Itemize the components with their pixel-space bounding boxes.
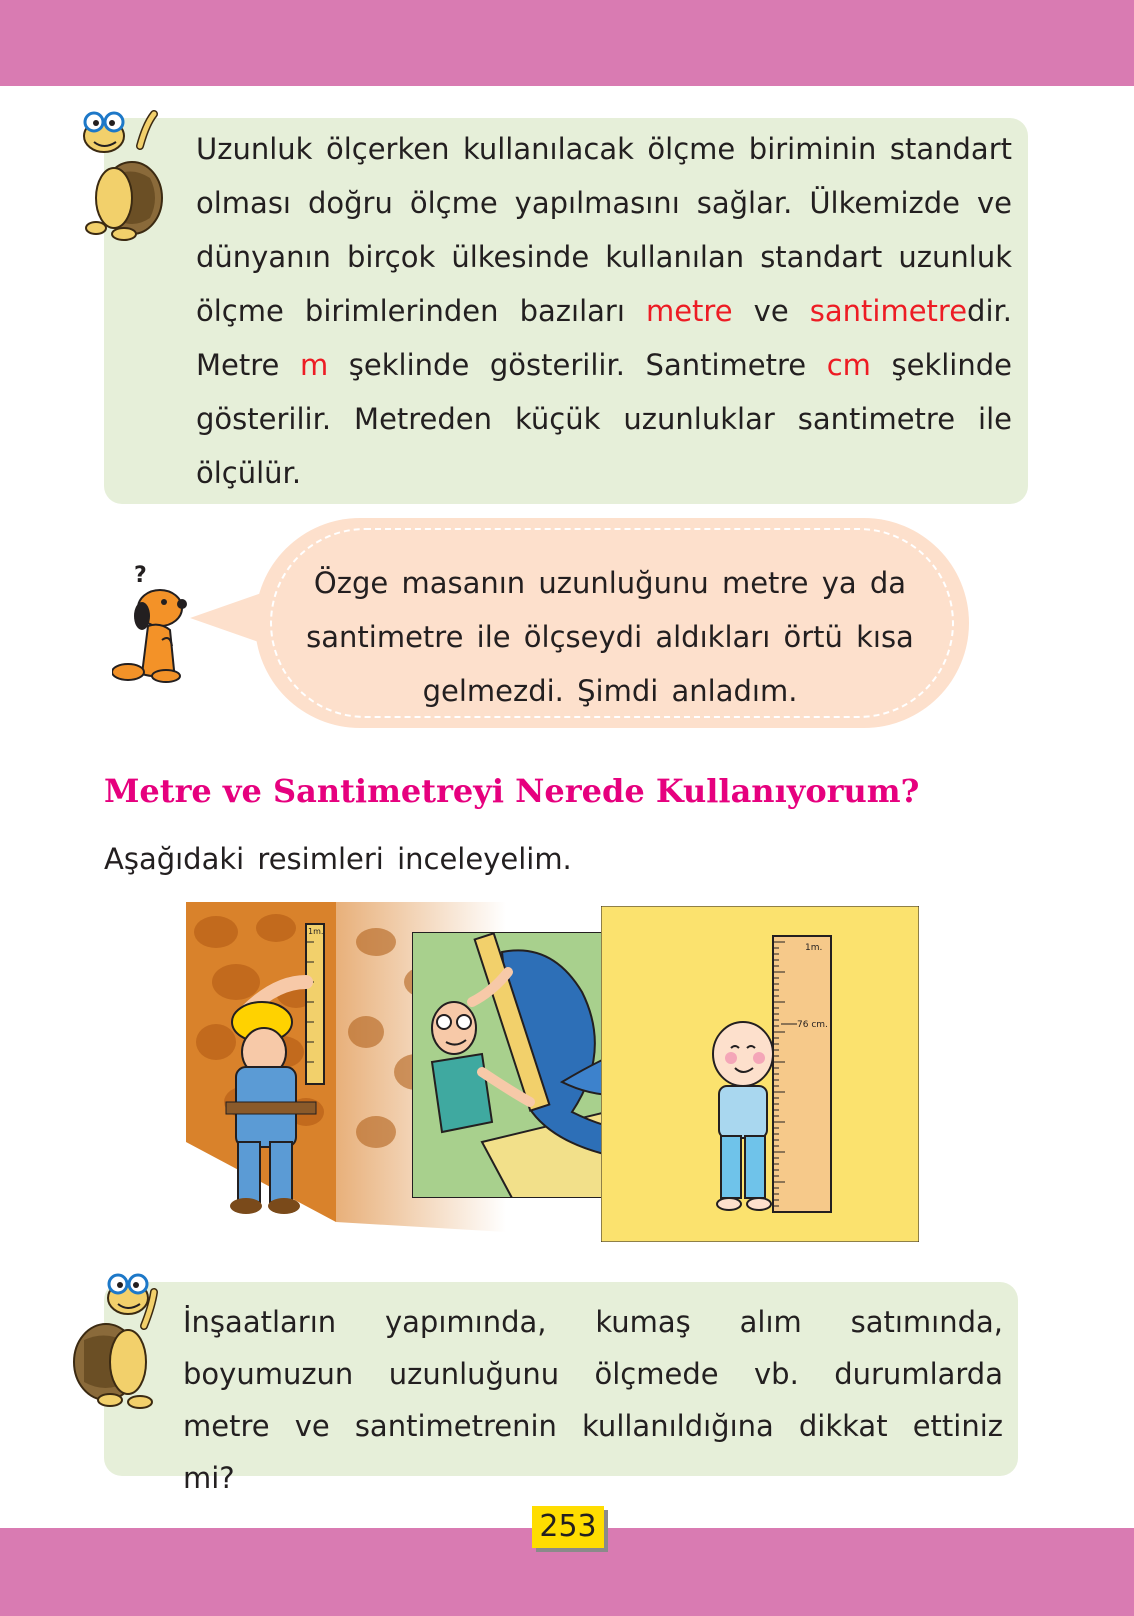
highlight-metre: metre [645,294,733,328]
ruler1-label: 1m. [308,927,324,936]
turtle-mascot-icon [74,106,166,250]
top-band [0,0,1134,86]
ruler2-mark: 76 cm. [797,1020,828,1030]
speech-bubble-text: Özge masanın uzunluğunu metre ya da santimetre ile ölçseydi aldıkları örtü kısa gelmezdi. Şimdi anladım. [306,566,914,708]
section-title: Metre ve Santimetreyi Nerede Kullanıyorum? [104,772,920,810]
highlight-cm: cm [826,348,871,382]
page-number: 253 [532,1506,604,1548]
highlight-m: m [299,348,329,382]
info-box-text: Uzunluk ölçerken kullanılacak ölçme biriminin standart olması doğru ölçme yapılmasını sağlar. Ülkemizde ve dünyanın birçok ülkesinde kullanılan standart uzunluk ölçme birimlerinden bazıları metre ve santimetredir. Metre m şeklinde gösterilir. Santimetre cm şeklinde gösterilir. Metreden küçük uzunluklar santimetre ile ölçülür. [196,132,1012,490]
highlight-santimetre: santimetre [809,294,968,328]
bottom-info-text: İnşaatların yapımında, kumaş alım satımında, boyumuzun uzunluğunu ölçmede vb. durumlarda metre ve santimetrenin kullanıldığına dikkat ettiniz mi? [183,1305,1003,1495]
dog-mascot-icon [112,560,202,694]
ruler2-label: 1m. [805,943,823,953]
child-height-chart-illustration [601,906,919,1242]
section-intro: Aşağıdaki resimleri inceleyelim. [104,842,572,876]
question-mark: ? [134,563,147,588]
turtle-mascot-icon [70,1266,166,1418]
